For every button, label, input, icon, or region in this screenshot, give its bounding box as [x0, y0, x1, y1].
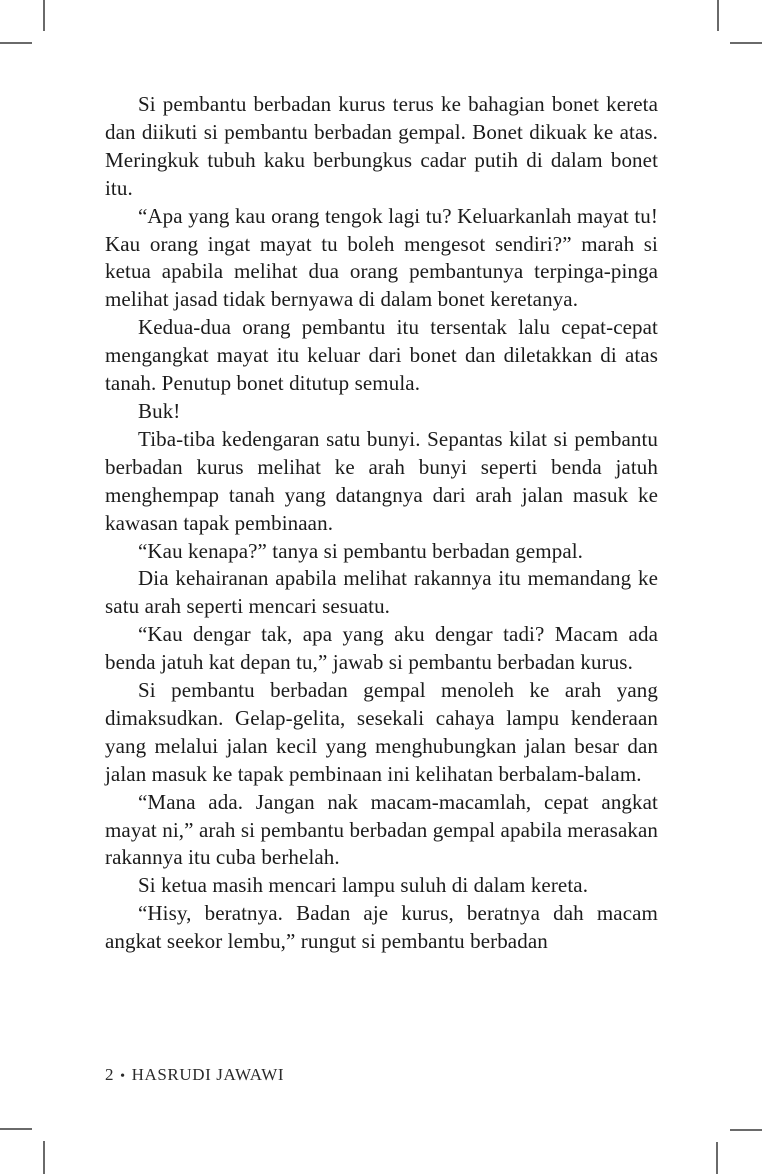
paragraph-3: Kedua-dua orang pembantu itu tersentak lalu cepat-cepat mengangkat mayat itu keluar dari bonet dan diletakkan di atas tanah. Penutup bonet ditutup semula. — [105, 315, 658, 396]
crop-mark-bottom-right-horizontal — [730, 1129, 762, 1131]
paragraph-11: Si ketua masih mencari lampu suluh di dalam kereta. — [138, 873, 589, 898]
crop-mark-bottom-left-vertical — [43, 1141, 45, 1174]
crop-mark-top-left-vertical — [43, 0, 45, 31]
author-name: HASRUDI JAWAWI — [131, 1065, 285, 1084]
paragraph-7: Dia kehairanan apabila melihat rakannya itu memandang ke satu arah seperti mencari sesuatu. — [105, 566, 658, 619]
page-text-block — [105, 91, 658, 956]
paragraph-4: Buk! — [138, 398, 181, 423]
paragraph-6: “Kau kenapa?” tanya si pembantu berbadan gempal. — [138, 538, 584, 563]
crop-mark-bottom-right-vertical — [716, 1142, 718, 1174]
crop-mark-top-right-vertical — [717, 0, 719, 31]
paragraph-12: “Hisy, beratnya. Badan aje kurus, beratnya dah macam angkat seekor lembu,” rungut si pembantu berbadan — [105, 901, 658, 954]
footer-separator: • — [120, 1069, 126, 1084]
paragraph-1: Si pembantu berbadan kurus terus ke bahagian bonet kereta dan diikuti si pembantu berbadan gempal. Bonet dikuak ke atas. Meringkuk tubuh kaku berbungkus cadar putih di dalam bonet itu. — [105, 92, 658, 200]
paragraph-9: Si pembantu berbadan gempal menoleh ke arah yang dimaksudkan. Gelap-gelita, sesekali cahaya lampu kenderaan yang melalui jalan kecil yang menghubungkan jalan besar dan jalan masuk ke tapak pembinaan ini kelihatan berbalam-balam. — [105, 678, 658, 786]
page-footer — [105, 1064, 284, 1088]
crop-mark-top-right-horizontal — [730, 42, 762, 44]
paragraph-5: Tiba-tiba kedengaran satu bunyi. Sepantas kilat si pembantu berbadan kurus melihat ke arah bunyi seperti benda jatuh menghempap tanah yang datangnya dari arah jalan masuk ke kawasan tapak pembinaan. — [105, 426, 658, 535]
paragraph-8: “Kau dengar tak, apa yang aku dengar tadi? Macam ada benda jatuh kat depan tu,” jawab si pembantu berbadan kurus. — [105, 622, 658, 675]
page-number: 2 — [105, 1065, 115, 1084]
crop-mark-top-left-horizontal — [0, 42, 32, 44]
crop-mark-bottom-left-horizontal — [0, 1128, 32, 1130]
paragraph-10: “Mana ada. Jangan nak macam-macamlah, cepat angkat mayat ni,” arah si pembantu berbadan gempal apabila merasakan rakannya itu cuba berhelah. — [105, 789, 658, 870]
paragraph-2: “Apa yang kau orang tengok lagi tu? Keluarkanlah mayat tu! Kau orang ingat mayat tu boleh mengesot sendiri?” marah si ketua apabila melihat dua orang pembantunya terpinga-pinga melihat jasad tidak bernyawa di dalam bonet keretanya. — [105, 203, 658, 312]
